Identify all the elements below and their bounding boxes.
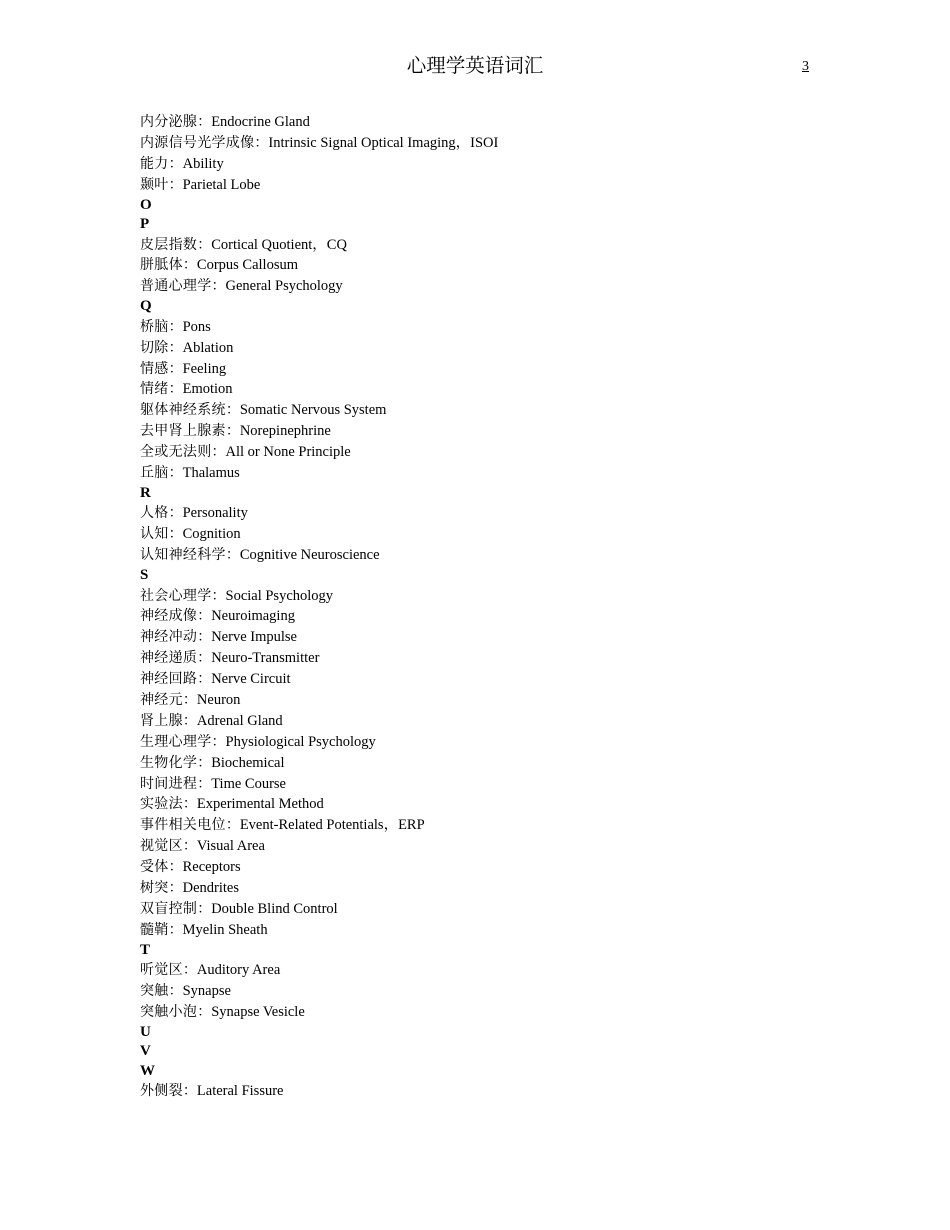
term-english: Pons <box>182 318 211 335</box>
term-separator: ： <box>168 880 183 896</box>
term-separator: ： <box>168 339 183 356</box>
term-english: Visual Area <box>196 838 265 855</box>
term-english: All or None Principle <box>225 444 351 461</box>
term-english: Receptors <box>182 859 241 876</box>
term-separator: ： <box>168 859 183 876</box>
section-letter: R <box>140 484 151 501</box>
term-english: Myelin Sheath <box>182 921 268 938</box>
glossary-term <box>140 175 860 196</box>
term-separator: ： <box>182 962 197 979</box>
glossary-list <box>140 112 860 1102</box>
term-english: Personality <box>182 505 248 522</box>
term-separator: ： <box>197 236 212 253</box>
term-separator: ： <box>254 134 269 151</box>
term-separator: ： <box>211 587 226 604</box>
term-separator: ： <box>197 900 212 917</box>
term-english: Cognition <box>182 526 241 543</box>
glossary-term <box>140 235 860 256</box>
glossary-term <box>140 400 860 421</box>
term-separator: ： <box>211 733 226 750</box>
term-separator: ： <box>182 691 197 708</box>
section-letter: Q <box>140 298 152 315</box>
term-english: Event-Related Potentials，ERP <box>239 817 425 834</box>
term-separator: ： <box>211 444 226 461</box>
term-chinese: 神经元 <box>140 691 183 708</box>
term-chinese: 实验法 <box>140 796 183 813</box>
term-separator: ： <box>182 796 197 813</box>
section-letter: P <box>140 216 150 233</box>
term-chinese: 能力 <box>140 155 169 172</box>
term-chinese: 受体 <box>140 859 169 876</box>
glossary-term <box>140 606 860 627</box>
term-chinese: 神经成像 <box>140 608 198 625</box>
term-chinese: 胼胝体 <box>140 257 183 274</box>
term-separator: ： <box>225 402 240 419</box>
term-chinese: 全或无法则 <box>140 444 212 461</box>
term-chinese: 神经回路 <box>140 671 198 688</box>
glossary-term <box>140 920 860 941</box>
term-english: Biochemical <box>211 754 285 771</box>
term-separator: ： <box>225 817 240 834</box>
term-separator: ： <box>168 360 183 377</box>
term-chinese: 丘脑 <box>140 464 169 481</box>
term-separator: ： <box>197 114 212 130</box>
term-english: Endocrine Gland <box>211 114 310 130</box>
term-english: Double Blind Control <box>211 900 338 917</box>
glossary-term <box>140 359 860 380</box>
glossary-term <box>140 317 860 338</box>
term-english: Norepinephrine <box>239 423 331 440</box>
term-chinese: 桥脑 <box>140 318 169 335</box>
glossary-term <box>140 960 860 981</box>
term-english: Cortical Quotient，CQ <box>211 236 347 253</box>
term-separator: ： <box>168 176 183 193</box>
term-separator: ： <box>168 318 183 335</box>
term-separator: ： <box>197 671 212 688</box>
term-chinese: 内分泌腺 <box>140 114 198 130</box>
term-english: Cognitive Neuroscience <box>239 547 380 564</box>
glossary-term <box>140 586 860 607</box>
term-english: Somatic Nervous System <box>239 402 387 419</box>
glossary-term <box>140 255 860 276</box>
term-chinese: 视觉区 <box>140 838 183 855</box>
term-english: Neuro-Transmitter <box>211 650 320 667</box>
term-separator: ： <box>168 381 183 398</box>
term-chinese: 皮层指数 <box>140 236 198 253</box>
term-separator: ： <box>225 423 240 440</box>
term-chinese: 突触小泡 <box>140 1003 198 1020</box>
term-chinese: 内源信号光学成像 <box>140 134 255 151</box>
term-chinese: 切除 <box>140 339 169 356</box>
term-chinese: 普通心理学 <box>140 278 212 295</box>
term-chinese: 双盲控制 <box>140 900 198 917</box>
term-english: Thalamus <box>182 464 240 481</box>
glossary-term <box>140 379 860 400</box>
term-english: Parietal Lobe <box>182 176 261 193</box>
term-english: Synapse <box>182 983 231 1000</box>
term-chinese: 情感 <box>140 360 169 377</box>
glossary-term <box>140 112 860 133</box>
term-english: Neuron <box>196 691 241 708</box>
term-english: Neuroimaging <box>211 608 295 625</box>
term-chinese: 事件相关电位 <box>140 817 226 834</box>
term-english: Lateral Fissure <box>196 1083 284 1100</box>
term-chinese: 生理心理学 <box>140 733 212 750</box>
term-english: Nerve Circuit <box>211 671 291 688</box>
term-english: Social Psychology <box>225 587 334 604</box>
term-english: Ability <box>182 155 224 172</box>
term-english: Nerve Impulse <box>211 629 297 646</box>
glossary-term <box>140 627 860 648</box>
glossary-term <box>140 1081 860 1102</box>
glossary-term <box>140 981 860 1002</box>
term-chinese: 社会心理学 <box>140 587 212 604</box>
term-chinese: 去甲肾上腺素 <box>140 423 226 440</box>
term-chinese: 时间进程 <box>140 775 198 792</box>
glossary-term <box>140 1002 860 1023</box>
term-separator: ： <box>211 278 226 295</box>
glossary-term <box>140 545 860 566</box>
term-english: Time Course <box>211 775 286 792</box>
glossary-term <box>140 753 860 774</box>
glossary-term <box>140 815 860 836</box>
term-english: Dendrites <box>182 880 239 896</box>
glossary-term <box>140 690 860 711</box>
term-english: Intrinsic Signal Optical Imaging，ISOI <box>268 134 499 151</box>
page-title: 心理学英语词汇 <box>406 54 544 77</box>
term-english: Emotion <box>182 381 233 398</box>
term-english: Corpus Callosum <box>196 257 299 274</box>
term-chinese: 听觉区 <box>140 962 183 979</box>
term-chinese: 颞叶 <box>140 176 169 193</box>
term-separator: ： <box>168 526 183 543</box>
term-english: Synapse Vesicle <box>211 1003 305 1020</box>
term-chinese: 认知神经科学 <box>140 547 226 564</box>
term-separator: ： <box>197 775 212 792</box>
glossary-term <box>140 732 860 753</box>
term-separator: ： <box>182 838 197 855</box>
glossary-term <box>140 899 860 920</box>
term-english: Feeling <box>182 360 227 377</box>
term-separator: ： <box>197 608 212 625</box>
glossary-term <box>140 857 860 878</box>
glossary-term <box>140 794 860 815</box>
term-separator: ： <box>197 650 212 667</box>
term-chinese: 树突 <box>140 880 169 896</box>
term-separator: ： <box>182 1083 197 1100</box>
term-separator: ： <box>197 754 212 771</box>
term-chinese: 人格 <box>140 505 169 522</box>
glossary-term <box>140 524 860 545</box>
term-english: Auditory Area <box>196 962 281 979</box>
term-separator: ： <box>168 921 183 938</box>
glossary-term <box>140 338 860 359</box>
term-separator: ： <box>225 547 240 564</box>
term-chinese: 情绪 <box>140 381 169 398</box>
term-separator: ： <box>168 983 183 1000</box>
glossary-term <box>140 774 860 795</box>
term-separator: ： <box>197 629 212 646</box>
page-header <box>0 52 950 82</box>
section-letter: T <box>140 941 151 958</box>
section-letter: U <box>140 1023 151 1040</box>
term-separator: ： <box>168 155 183 172</box>
term-english: Physiological Psychology <box>225 733 376 750</box>
term-chinese: 躯体神经系统 <box>140 402 226 419</box>
glossary-term <box>140 442 860 463</box>
term-chinese: 神经递质 <box>140 650 198 667</box>
glossary-term <box>140 503 860 524</box>
term-chinese: 肾上腺 <box>140 712 183 729</box>
term-english: Experimental Method <box>196 796 324 813</box>
term-english: General Psychology <box>225 278 343 295</box>
term-english: Adrenal Gland <box>196 712 283 729</box>
term-chinese: 认知 <box>140 526 169 543</box>
glossary-term <box>140 648 860 669</box>
glossary-term <box>140 154 860 175</box>
term-separator: ： <box>182 257 197 274</box>
glossary-term <box>140 711 860 732</box>
term-separator: ： <box>168 464 183 481</box>
term-chinese: 髓鞘 <box>140 921 169 938</box>
section-letter: O <box>140 196 152 213</box>
section-letter: S <box>140 567 149 584</box>
section-letter: W <box>140 1062 155 1079</box>
glossary-term <box>140 133 860 154</box>
term-separator: ： <box>197 1003 212 1020</box>
glossary-term <box>140 669 860 690</box>
term-chinese: 突触 <box>140 983 169 1000</box>
term-separator: ： <box>168 505 183 522</box>
term-english: Ablation <box>182 339 234 356</box>
page-number: 3 <box>802 59 809 74</box>
term-chinese: 神经冲动 <box>140 629 198 646</box>
term-separator: ： <box>182 712 197 729</box>
term-chinese: 生物化学 <box>140 754 198 771</box>
glossary-term <box>140 836 860 857</box>
term-chinese: 外侧裂 <box>140 1083 183 1100</box>
glossary-term <box>140 421 860 442</box>
section-letter: V <box>140 1043 151 1060</box>
glossary-term <box>140 878 860 899</box>
glossary-term <box>140 276 860 297</box>
glossary-term <box>140 463 860 484</box>
